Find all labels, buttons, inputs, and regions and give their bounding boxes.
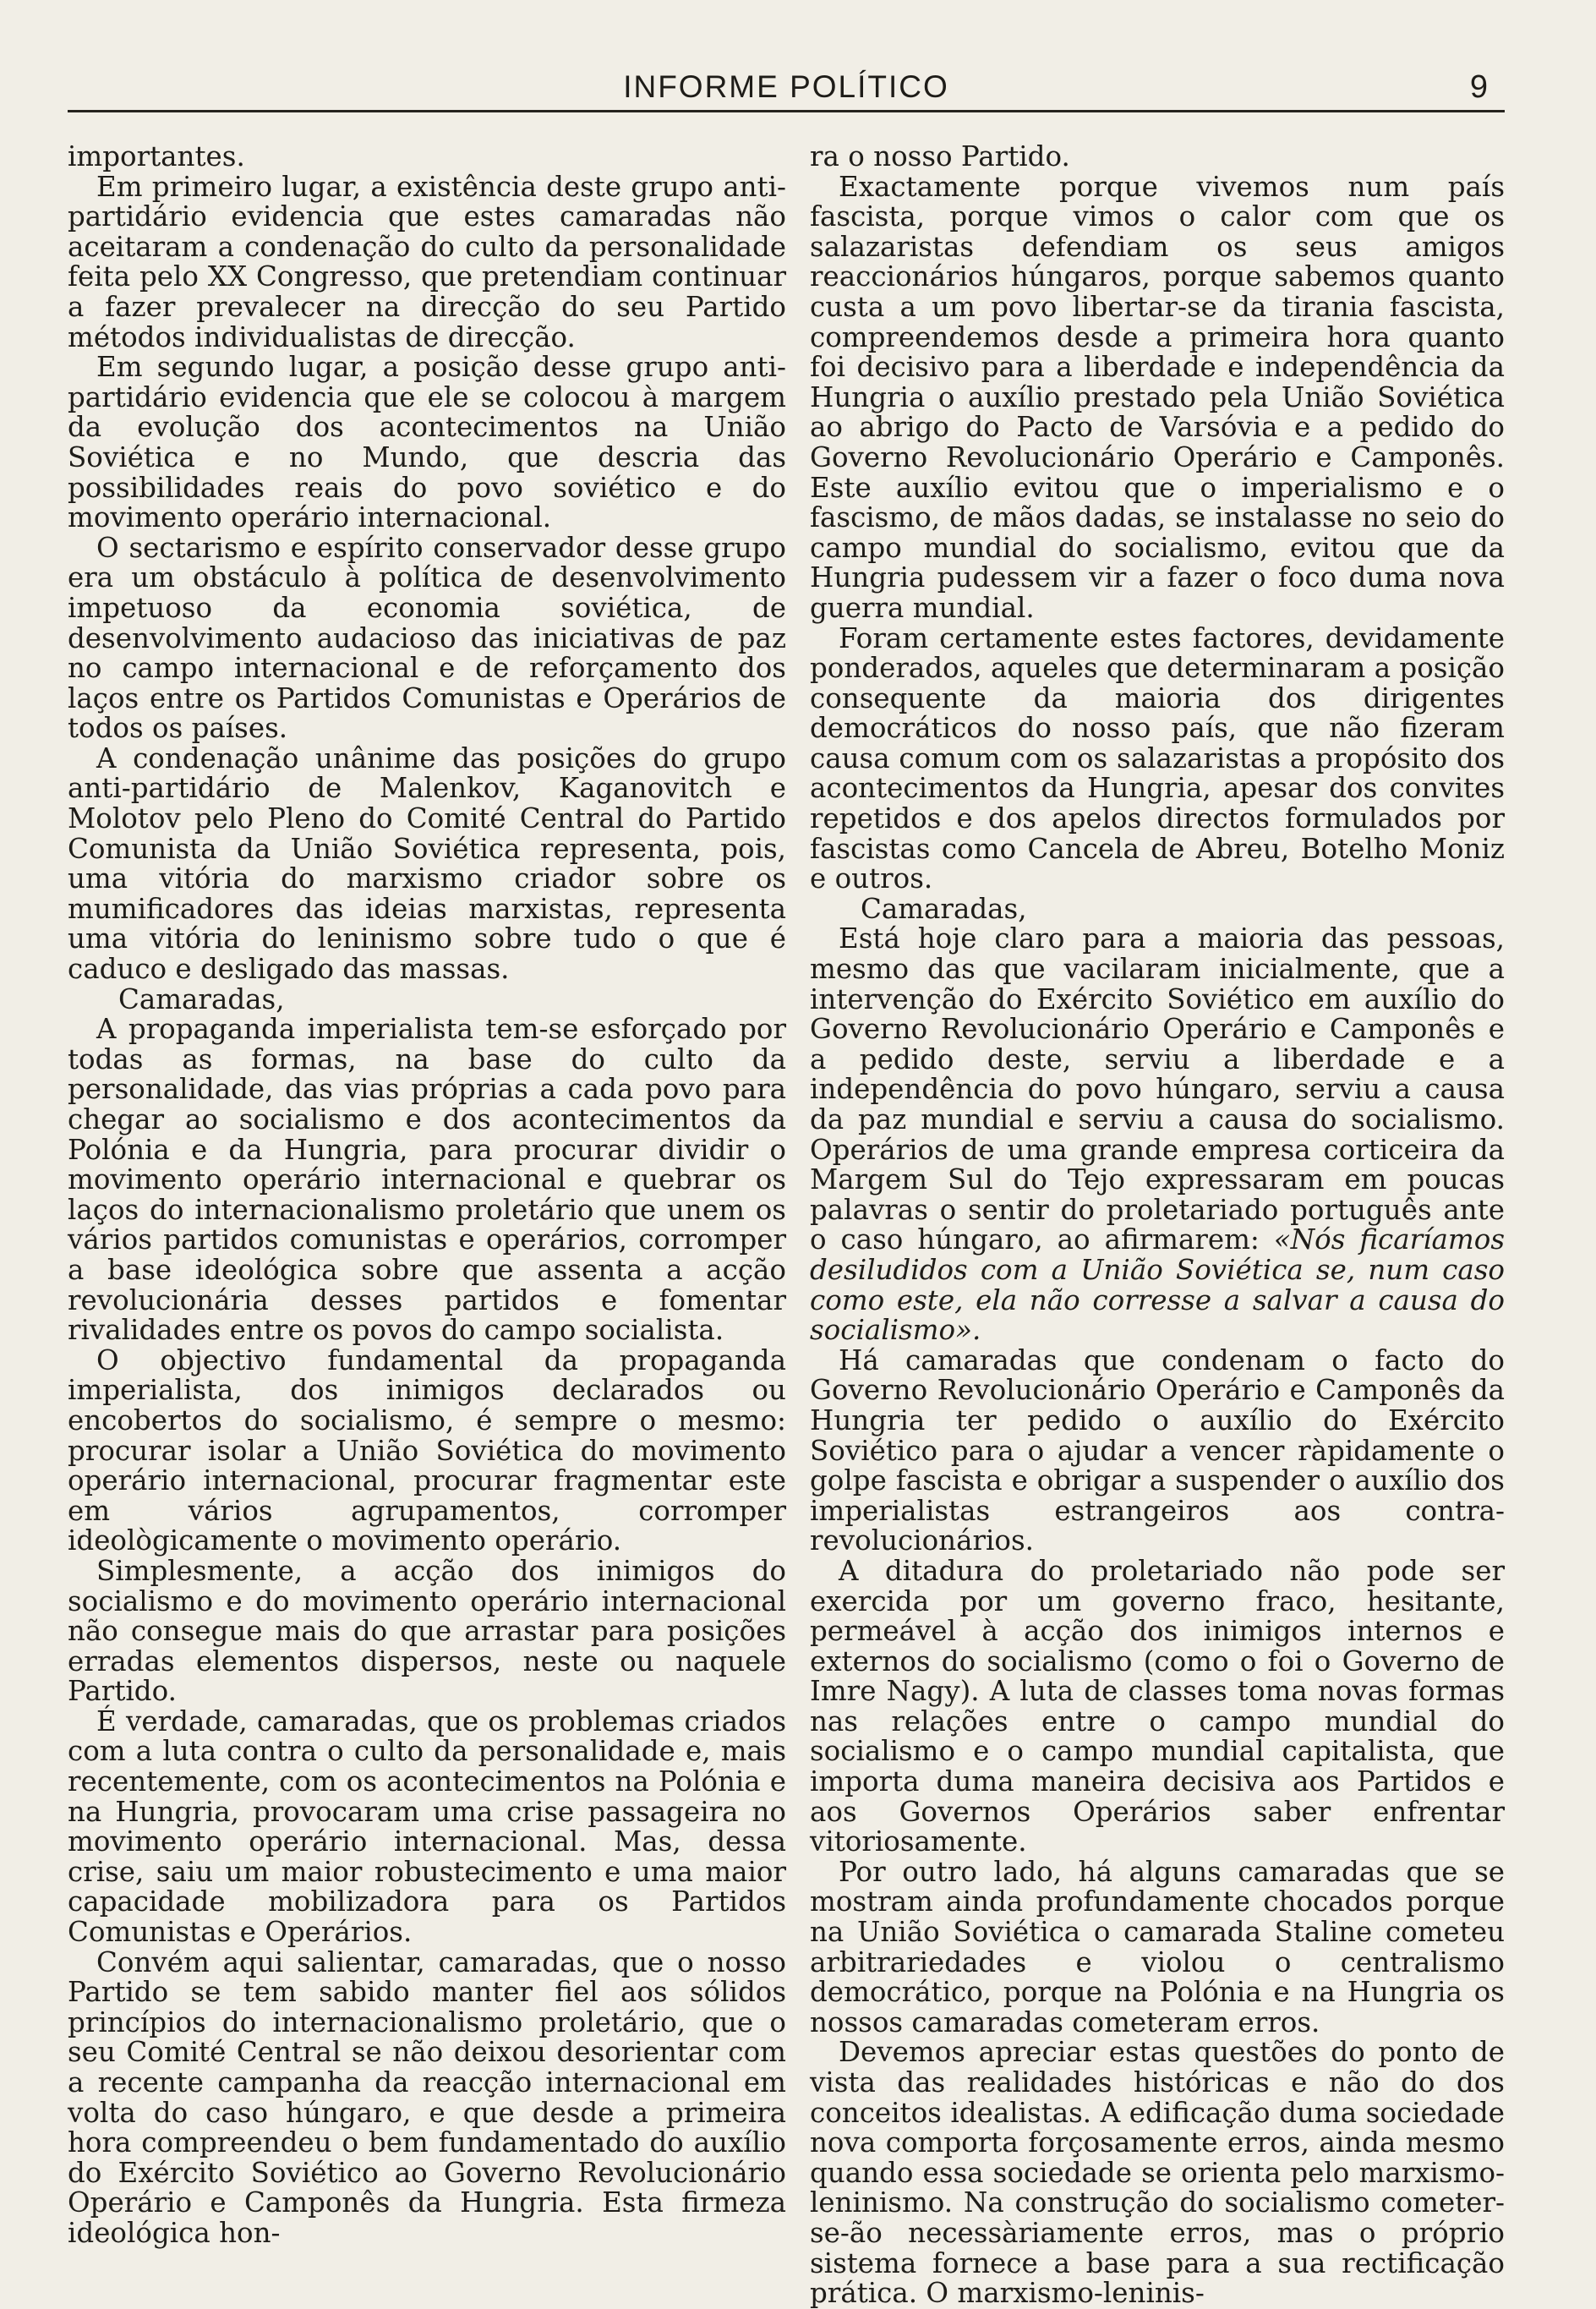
salutation: Camaradas, — [861, 892, 1027, 925]
page-number: 9 — [1469, 69, 1488, 105]
paragraph: É verdade, camaradas, que os problemas criados com a luta contra o culto da personalidade e, mais recentemente, com os acontecimentos na Polónia e na Hungria, provocaram uma crise passageira no movimento operário internacional. Mas, dessa crise, saiu um maior robustecimento e uma maior capacidade mobilizadora para os Partidos Comunistas e Operários. — [68, 1704, 786, 1949]
quote: «Nós ficaríamos desiludidos com a União Soviética se, num caso como este, ela não corresse a salvar a causa do socialismo». — [810, 1223, 1505, 1347]
paragraph: Convém aqui salientar, camaradas, que o nosso Partido se tem sabido manter fiel aos sólidos princípios do internacionalismo proletário, que o seu Comité Central se não deixou desorientar com a recente campanha da reacção internacional em volta do caso húngaro, e que desde a primeira hora compreendeu o bem fundamentado do auxílio do Exército Soviético ao Governo Revolucionário Operário e Camponês da Hungria. Esta firmeza ideológica hon- — [68, 1945, 786, 2249]
paragraph: O objectivo fundamental da propaganda imperialista, dos inimigos declarados ou encobertos do socialismo, é sempre o mesmo: procurar isolar a União Soviética do movimento operário internacional, procurar fragmentar este em vários agrupamentos, corromper ideològicamente o movimento operário. — [68, 1343, 786, 1557]
paragraph: Há camaradas que condenam o facto do Governo Revolucionário Operário e Camponês da Hungria ter pedido o auxílio do Exército Soviético para o ajudar a vencer ràpidamente o golpe fascista e obrigar a suspender o auxílio dos imperialistas estrangeiros aos contra-revolucionários. — [810, 1343, 1505, 1557]
paragraph: Por outro lado, há alguns camaradas que se mostram ainda profundamente chocados porque na União Soviética o camarada Staline cometeu arbitrariedades e violou o centralismo democrático, porque na Polónia e na Hungria os nossos camaradas cometeram erros. — [810, 1855, 1505, 2038]
header-rule — [68, 110, 1505, 112]
paragraph — [810, 924, 1505, 1345]
paragraph: ra o nosso Partido. — [810, 140, 1070, 172]
paragraph: O sectarismo e espírito conservador desse grupo era um obstáculo à política de desenvolvimento impetuoso da economia soviética, de desenvolvimento audacioso das iniciativas de paz no campo internacional e de reforçamento dos laços entre os Partidos Comunistas e Operários de todos os países. — [68, 531, 786, 745]
paragraph: Devemos apreciar estas questões do ponto de vista das realidades históricas e não do dos conceitos idealistas. A edificação duma sociedade nova comporta forçosamente erros, ainda mesmo quando essa sociedade se orienta pelo marxismo-leninismo. Na construção do socialismo cometer-se-ão necessàriamente erros, mas o próprio sistema fornece a base para a sua rectificação prática. O marxismo-leninis- — [810, 2036, 1505, 2309]
right-column — [810, 142, 1505, 2309]
left-column — [68, 142, 786, 2249]
paragraph: Simplesmente, a acção dos inimigos do socialismo e do movimento operário internacional não consegue mais do que arrastar para posições erradas elementos dispersos, neste ou naquele Partido. — [68, 1554, 786, 1708]
paragraph: A ditadura do proletariado não pode ser exercida por um governo fraco, hesitante, permeável à acção dos inimigos internos e externos do socialismo (como o foi o Governo de Imre Nagy). A luta de classes toma novas formas nas relações entre o campo mundial do socialismo e o campo mundial capitalista, que importa duma maneira decisiva aos Partidos e aos Governos Operários saber enfrentar vitoriosamente. — [810, 1554, 1505, 1858]
paragraph: importantes. — [68, 140, 245, 172]
paragraph: Exactamente porque vivemos num país fascista, porque vimos o calor com que os salazaristas defendiam os seus amigos reaccionários húngaros, porque sabemos quanto custa a um povo libertar-se da tirania fascista, compreendemos desde a primeira hora quanto foi decisivo para a liberdade e independência da Hungria o auxílio prestado pela União Soviética ao abrigo do Pacto de Varsóvia e a pedido do Governo Revolucionário Operário e Camponês. Este auxílio evitou que o imperialismo e o fascismo, de mãos dadas, se instalasse no seio do campo mundial do socialismo, evitou que da Hungria pudessem vir a fazer o foco duma nova guerra mundial. — [810, 170, 1505, 624]
paragraph-text: Está hoje claro para a maioria das pessoas, mesmo das que vacilaram inicialmente, que a intervenção do Exército Soviético em auxílio do Governo Revolucionário Operário e Camponês e a pedido deste, serviu a liberdade e a independência do povo húngaro, serviu a causa da paz mundial e serviu a causa do socialismo. Operários de uma grande empresa corticeira da Margem Sul do Tejo expressaram em poucas palavras o sentir do proletariado português ante o caso húngaro, ao afirmarem: — [810, 922, 1505, 1256]
running-title: INFORME POLÍTICO — [623, 69, 949, 104]
paragraph: Foram certamente estes factores, devidamente ponderados, aqueles que determinaram a posição consequente da maioria dos dirigentes democráticos do nosso país, que não fizeram causa comum com os salazaristas a propósito dos acontecimentos da Hungria, apesar dos convites repetidos e dos apelos directos formulados por fascistas como Cancela de Abreu, Botelho Moniz e outros. — [810, 621, 1505, 895]
paragraph: A propaganda imperialista tem-se esforçado por todas as formas, na base do culto da personalidade, das vias próprias a cada povo para chegar ao socialismo e dos acontecimentos da Polónia e da Hungria, para procurar dividir o movimento operário internacional e quebrar os laços do internacionalismo proletário que unem os vários partidos comunistas e operários, corromper a base ideológica sobre que assenta a acção revolucionária desses partidos e fomentar rivalidades entre os povos do campo socialista. — [68, 1013, 786, 1347]
paragraph: Em segundo lugar, a posição desse grupo anti-partidário evidencia que ele se colocou à margem da evolução dos acontecimentos na União Soviética e no Mundo, que descria das possibilidades reais do povo soviético e do movimento operário internacional. — [68, 351, 786, 534]
salutation: Camaradas, — [118, 982, 285, 1015]
paragraph: A condenação unânime das posições do grupo anti-partidário de Malenkov, Kaganovitch e Molotov pelo Pleno do Comité Central do Partido Comunista da União Soviética representa, pois, uma vitória do marxismo criador sobre os mumificadores das ideias marxistas, representa uma vitória do leninismo sobre tudo o que é caduco e desligado das massas. — [68, 741, 786, 986]
page-header — [68, 69, 1505, 112]
paragraph: Em primeiro lugar, a existência deste grupo anti-partidário evidencia que estes camaradas não aceitaram a condenação do culto da personalidade feita pelo XX Congresso, que pretendiam continuar a fazer prevalecer na direcção do seu Partido métodos individualistas de direcção. — [68, 170, 786, 353]
